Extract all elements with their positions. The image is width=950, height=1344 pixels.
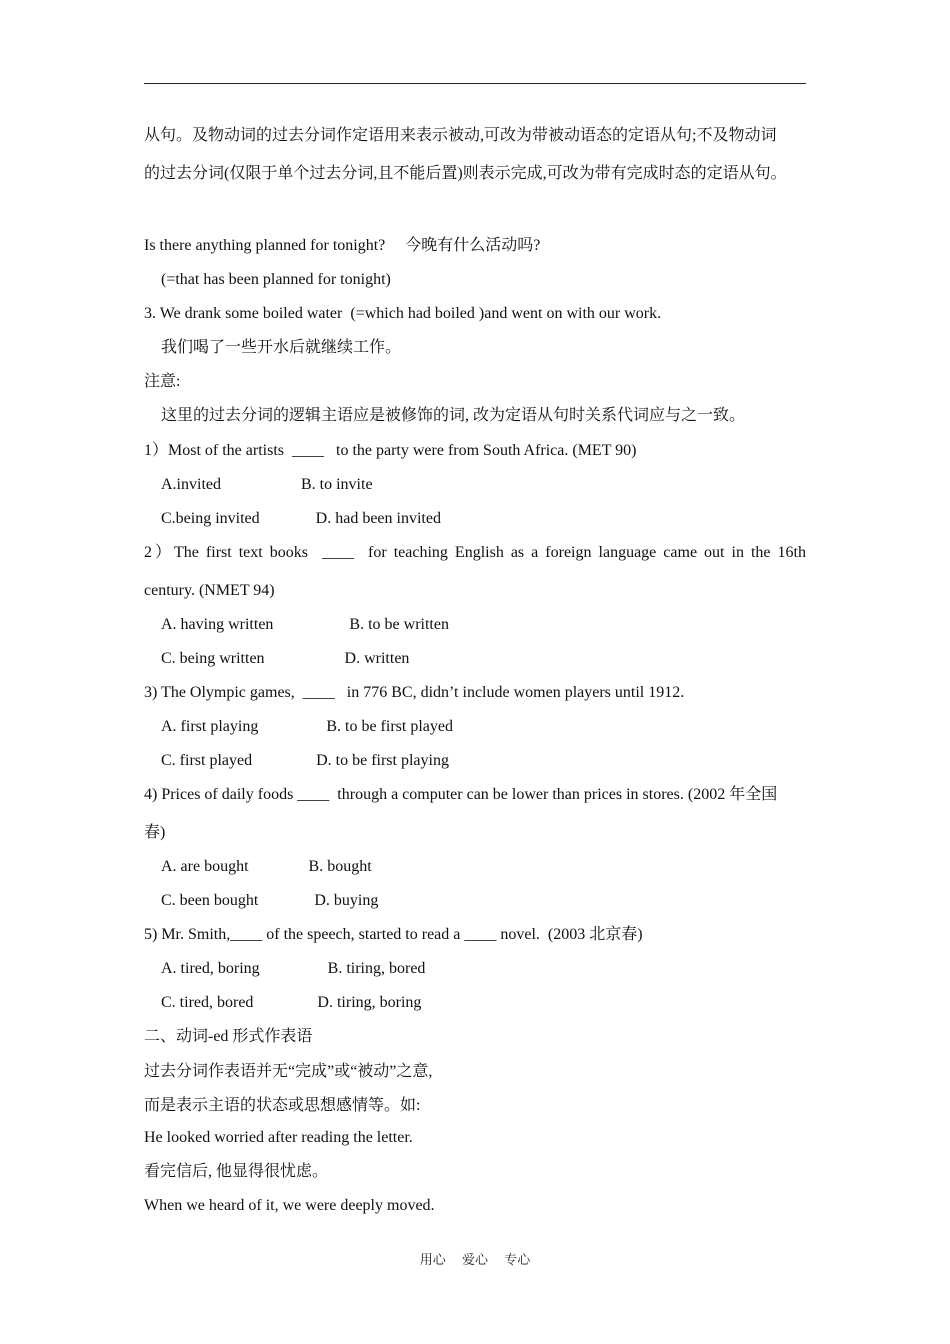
- question-1: 1）Most of the artists ____ to the party were from South Africa. (MET 90): [144, 442, 637, 459]
- question-5: 5) Mr. Smith,____ of the speech, started to read a ____ novel. (2003 北京春): [144, 926, 643, 943]
- option-line: C. first played D. to be first playing: [161, 752, 449, 769]
- text-line: 春): [144, 824, 166, 841]
- text-line: 3. We drank some boiled water (=which had boiled )and went on with our work.: [144, 305, 662, 322]
- option-line: A. tired, boring B. tiring, bored: [161, 960, 426, 977]
- option-line: C. been bought D. buying: [161, 892, 379, 909]
- text-line: 这里的过去分词的逻辑主语应是被修饰的词, 改为定语从句时关系代词应与之一致。: [161, 407, 746, 424]
- question-2: 2）The first text books ____ for teaching English as a foreign language came out in the 16th: [144, 544, 806, 561]
- header-rule: [144, 83, 806, 84]
- text-line: 我们喝了一些开水后就继续工作。: [161, 339, 402, 356]
- option-line: A. are bought B. bought: [161, 858, 372, 875]
- example-sentence: He looked worried after reading the letter.: [144, 1129, 413, 1146]
- example-sentence: When we heard of it, we were deeply moved.: [144, 1197, 435, 1214]
- section-heading: 二、动词-ed 形式作表语: [144, 1028, 313, 1045]
- text-line: 注意:: [144, 373, 181, 390]
- option-line: A. first playing B. to be first played: [161, 718, 453, 735]
- text-line: 从句。及物动词的过去分词作定语用来表示被动,可改为带被动语态的定语从句;不及物动词: [144, 127, 777, 144]
- text-line: 看完信后, 他显得很忧虑。: [144, 1163, 329, 1180]
- option-line: A.invited B. to invite: [161, 476, 373, 493]
- text-line: Is there anything planned for tonight? 今晚有什么活动吗?: [144, 237, 541, 254]
- text-line: 过去分词作表语并无“完成”或“被动”之意,: [144, 1063, 433, 1080]
- option-line: A. having written B. to be written: [161, 616, 449, 633]
- option-line: C. tired, bored D. tiring, boring: [161, 994, 422, 1011]
- text-line: (=that has been planned for tonight): [161, 271, 391, 288]
- text-line: 的过去分词(仅限于单个过去分词,且不能后置)则表示完成,可改为带有完成时态的定语从句。: [144, 165, 787, 182]
- text-line: 而是表示主语的状态或思想感情等。如:: [144, 1097, 421, 1114]
- option-line: C. being written D. written: [161, 650, 410, 667]
- question-4: 4) Prices of daily foods ____ through a computer can be lower than prices in stores. (2002 年全国: [144, 786, 778, 803]
- question-3: 3) The Olympic games, ____ in 776 BC, didn’t include women players until 1912.: [144, 684, 685, 701]
- option-line: C.being invited D. had been invited: [161, 510, 441, 527]
- text-line: century. (NMET 94): [144, 582, 275, 599]
- page-footer: 用心 爱心 专心: [419, 1252, 531, 1267]
